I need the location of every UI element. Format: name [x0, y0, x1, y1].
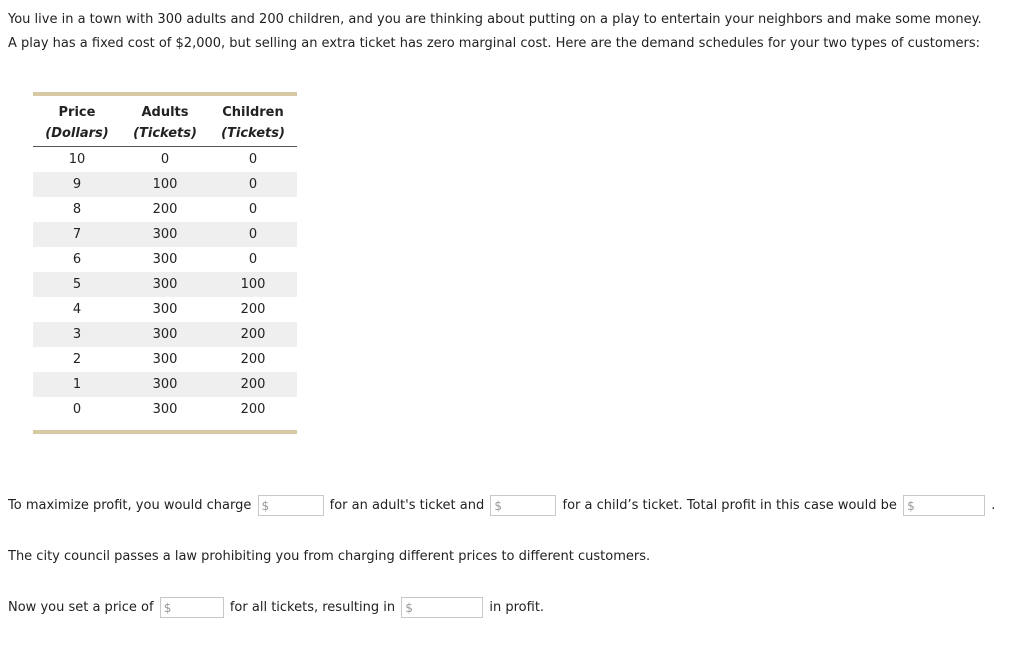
table-row	[33, 147, 297, 172]
council-statement: The city council passes a law prohibiting you from charging different prices to different customers.	[8, 549, 651, 564]
single-profit-field[interactable]	[401, 597, 483, 618]
table-row	[33, 372, 297, 397]
children-cell: 200	[240, 377, 266, 392]
table-row	[33, 197, 297, 222]
table-top-rule	[33, 92, 297, 96]
dollar-sign-icon: $	[163, 600, 172, 615]
table-row	[33, 247, 297, 272]
adults-cell: 300	[152, 352, 178, 367]
q1-text-1: To maximize profit, you would charge	[8, 498, 252, 513]
dollar-sign-icon: $	[405, 600, 413, 615]
table-row	[33, 222, 297, 247]
adult-price-field[interactable]	[258, 495, 324, 516]
q2-text-3: in profit.	[489, 600, 545, 615]
table-bottom-rule	[33, 430, 297, 434]
problem-intro	[8, 8, 1018, 56]
children-cell: 0	[248, 152, 258, 167]
table-row	[33, 397, 297, 422]
price-cell: 6	[72, 252, 82, 267]
intro-line-2: A play has a fixed cost of $2,000, but selling an extra ticket has zero marginal cost. Here are the demand schedules for your two types of customers:	[8, 36, 981, 51]
price-cell: 1	[72, 377, 82, 392]
price-cell: 7	[72, 227, 82, 242]
q1-end: .	[991, 498, 996, 513]
intro-line-1: You live in a town with 300 adults and 200 children, and you are thinking about putting on a play to entertain your neighbors and make some money.	[8, 12, 982, 27]
adults-cell: 300	[152, 327, 178, 342]
adults-cell: 300	[152, 377, 178, 392]
children-cell: 200	[240, 402, 266, 417]
adults-cell: 300	[152, 227, 178, 242]
table-row	[33, 297, 297, 322]
table-row	[33, 347, 297, 372]
children-cell: 100	[240, 277, 266, 292]
adults-cell: 200	[152, 202, 178, 217]
single-profit-input[interactable]	[415, 599, 479, 616]
total-profit-field[interactable]	[903, 495, 985, 516]
header-children-unit: (Tickets)	[221, 126, 285, 141]
header-price-unit: (Dollars)	[45, 126, 109, 141]
adults-cell: 300	[152, 277, 178, 292]
price-cell: 0	[72, 402, 82, 417]
adults-cell: 0	[160, 152, 170, 167]
price-cell: 8	[72, 202, 82, 217]
price-cell: 3	[72, 327, 82, 342]
dollar-sign-icon: $	[907, 498, 915, 513]
children-cell: 200	[240, 302, 266, 317]
table-row	[33, 172, 297, 197]
question-profit-max	[8, 495, 995, 517]
dollar-sign-icon: $	[494, 498, 503, 513]
total-profit-input[interactable]	[917, 497, 981, 514]
children-cell: 200	[240, 327, 266, 342]
table-subheader-row	[33, 124, 297, 146]
header-children: Children	[222, 105, 284, 120]
children-cell: 0	[248, 177, 258, 192]
children-cell: 0	[248, 227, 258, 242]
children-cell: 0	[248, 252, 258, 267]
price-cell: 5	[72, 277, 82, 292]
price-cell: 4	[72, 302, 82, 317]
child-price-field[interactable]	[490, 495, 556, 516]
children-cell: 200	[240, 352, 266, 367]
table-row	[33, 272, 297, 297]
price-cell: 9	[72, 177, 82, 192]
single-price-input[interactable]	[173, 599, 219, 616]
q2-text-2: for all tickets, resulting in	[229, 600, 396, 615]
single-price-field[interactable]	[160, 597, 224, 618]
price-cell: 10	[68, 152, 86, 167]
adults-cell: 100	[152, 177, 178, 192]
adults-cell: 300	[152, 302, 178, 317]
adults-cell: 300	[152, 402, 178, 417]
q1-text-2: for an adult's ticket and	[329, 498, 485, 513]
demand-schedule-table	[33, 92, 297, 434]
table-bottom-spacer	[33, 422, 297, 430]
table-body	[33, 147, 297, 422]
header-adults: Adults	[141, 105, 189, 120]
header-price: Price	[58, 105, 96, 120]
dollar-sign-icon: $	[261, 498, 270, 513]
adults-cell: 300	[152, 252, 178, 267]
header-adults-unit: (Tickets)	[133, 126, 197, 141]
adult-price-input[interactable]	[271, 497, 319, 514]
question-single-price	[8, 597, 544, 619]
table-header-row	[33, 102, 297, 124]
table-row	[33, 322, 297, 347]
children-cell: 0	[248, 202, 258, 217]
q2-text-1: Now you set a price of	[8, 600, 154, 615]
child-price-input[interactable]	[504, 497, 552, 514]
price-cell: 2	[72, 352, 82, 367]
q1-text-3: for a child’s ticket. Total profit in this case would be	[562, 498, 897, 513]
